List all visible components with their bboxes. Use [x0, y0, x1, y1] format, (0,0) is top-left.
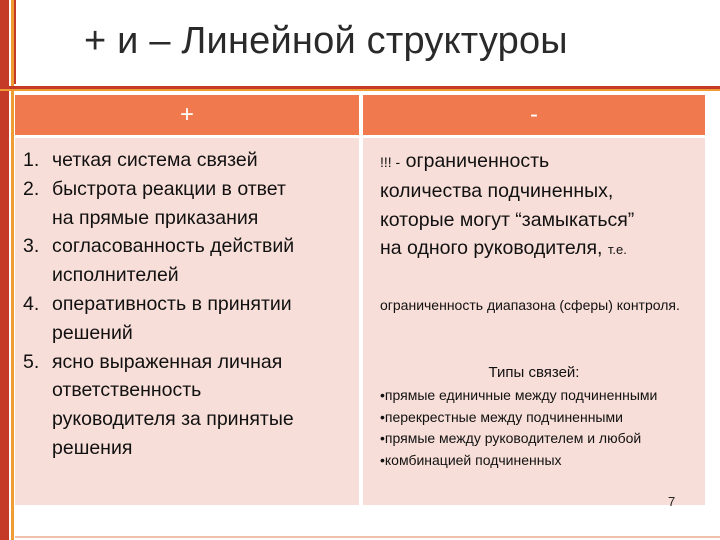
slide-title: + и – Линейной структуроы — [84, 20, 568, 62]
item-number: 5. — [23, 350, 40, 373]
item-number: 1. — [23, 149, 40, 171]
link-type-item: •прямые единичные между подчиненными — [380, 387, 658, 403]
item-number: 2. — [23, 177, 40, 200]
disadvantages-detail: ограниченность диапазона (сферы) контроля. — [380, 297, 680, 313]
left-red-stripe — [0, 0, 9, 540]
item-number: 3. — [23, 235, 40, 258]
advantage-item — [23, 175, 359, 233]
header-plus: + — [15, 95, 359, 135]
comparison-table — [15, 95, 705, 505]
exclamation-prefix: !!! - — [380, 154, 401, 170]
link-type-item: •прямые между руководителем и любой — [380, 430, 642, 447]
item-line: на прямые приказания — [52, 206, 259, 229]
disadvantage-line-suffix: т.е. — [607, 242, 627, 258]
link-type-item: •перекрестные между подчиненными — [380, 408, 623, 425]
item-line: ясно выраженная личная — [52, 350, 283, 373]
disadvantages-cell — [363, 138, 705, 505]
advantage-item — [23, 146, 359, 175]
left-red-thin-stripe — [14, 0, 16, 84]
header-minus: - — [363, 95, 705, 135]
advantage-item — [23, 348, 359, 463]
item-number: 4. — [23, 292, 40, 315]
disadvantage-line: которые могут “замыкаться” — [380, 208, 635, 231]
item-line: исполнителей — [52, 264, 179, 287]
item-line: четкая система связей — [52, 149, 258, 171]
item-line: руководителя за принятые — [52, 408, 294, 431]
link-types-title: Типы связей: — [488, 364, 580, 381]
link-types-list — [380, 385, 705, 471]
item-line: ответственность — [52, 379, 202, 402]
disadvantage-line: ограниченность — [405, 150, 550, 172]
link-type-item: •комбинацией подчиненных — [380, 451, 562, 468]
item-line: решения — [52, 436, 133, 459]
page-number: 7 — [668, 494, 676, 509]
advantage-item — [23, 232, 359, 290]
advantages-list — [23, 146, 359, 463]
left-orange-stripe — [11, 0, 14, 540]
disadvantage-line: на одного руководителя, — [380, 237, 603, 260]
advantages-cell — [15, 138, 359, 505]
top-rule-red — [0, 86, 720, 89]
top-rule-orange — [0, 89, 720, 91]
item-line: согласованность действий — [52, 235, 295, 258]
disadvantage-line: количества подчиненных, — [380, 179, 614, 202]
item-line: решений — [52, 321, 133, 344]
advantage-item — [23, 290, 359, 348]
item-line: оперативность в принятии — [52, 292, 292, 315]
disadvantages-main-text — [380, 147, 710, 265]
item-line: быстрота реакции в ответ — [52, 177, 286, 200]
